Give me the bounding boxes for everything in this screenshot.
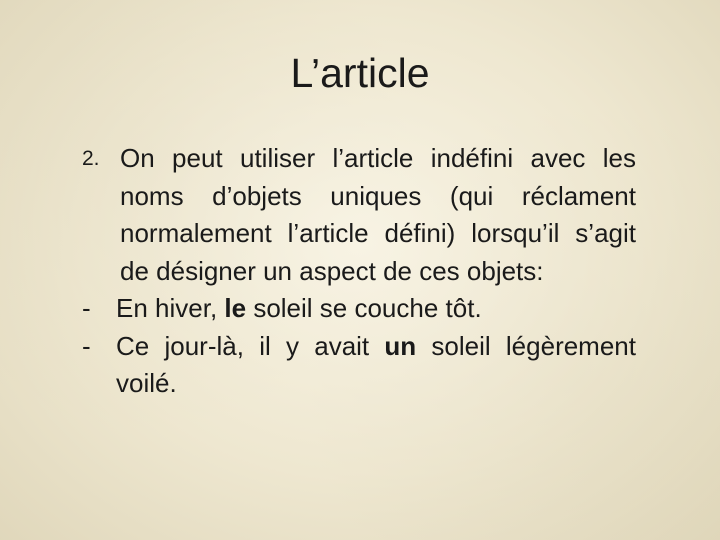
example-text-before: En hiver,	[116, 293, 225, 323]
example-bold-article: le	[224, 293, 247, 323]
example-item-1	[82, 290, 636, 328]
slide-title: L’article	[290, 50, 430, 96]
list-item-numbered	[82, 140, 636, 290]
example-item-2	[82, 328, 636, 403]
slide-body	[82, 140, 636, 403]
dash-bullet: -	[82, 330, 91, 361]
dash-bullet: -	[82, 293, 91, 323]
example-text-after: soleil se couche tôt.	[246, 293, 482, 323]
list-number: 2.	[82, 147, 100, 170]
example-text-after: soleil légèrement voilé.	[116, 330, 636, 398]
list-item-text: On peut utiliser l’article indéfini avec les noms d’objets uniques (qui réclament normalement l’article défini) lorsqu’il s’agit de désigner un aspect de ces objets:	[120, 143, 636, 286]
example-text-before: Ce jour-là, il y avait	[116, 330, 385, 361]
example-bold-article: un	[384, 330, 417, 361]
